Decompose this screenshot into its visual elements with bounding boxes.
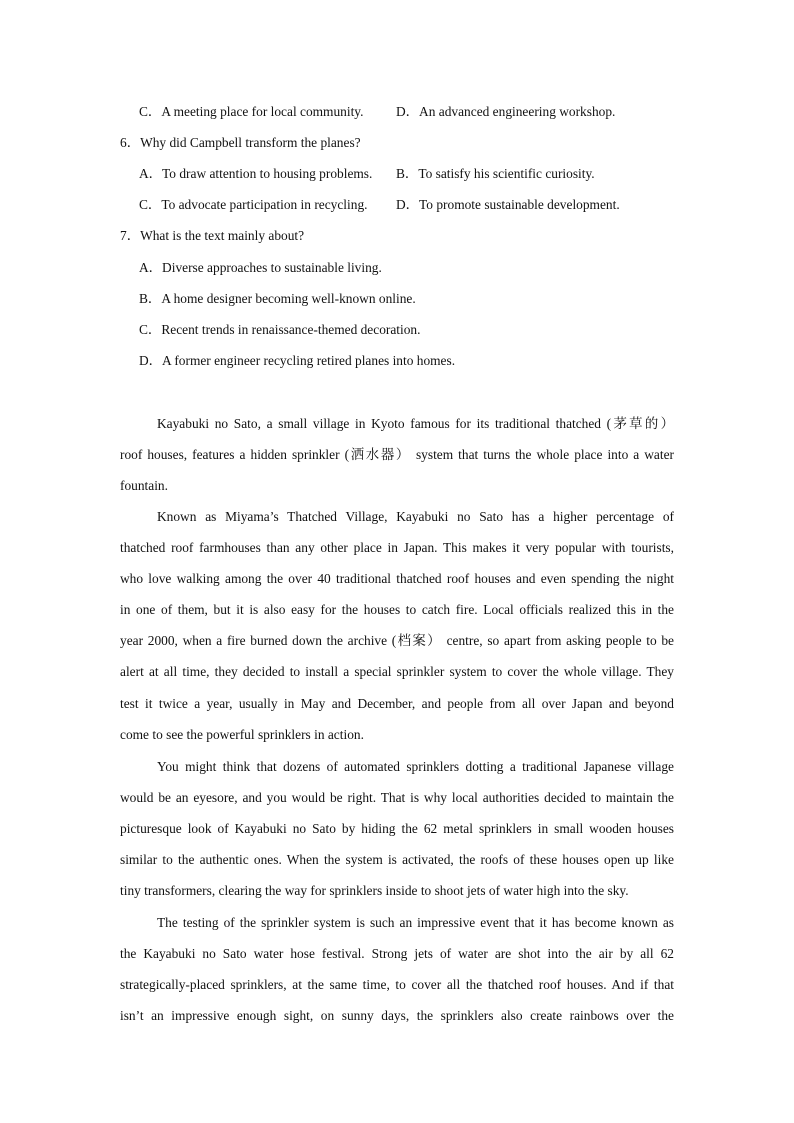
passage-paragraph-1 xyxy=(120,416,674,509)
q6-option-c: C．To advocate participation in recycling. xyxy=(139,197,368,212)
text-line: who love walking among the over 40 traditional thatched roof houses and even spending the night xyxy=(120,571,674,587)
text-line: strategically-placed sprinklers, at the same time, to cover all the thatched roof houses. And if that xyxy=(120,977,674,993)
text-line: roof houses, features a hidden sprinkler (洒水器） system that turns the whole place into a water xyxy=(120,447,674,463)
text-line: alert at all time, they decided to install a special sprinkler system to cover the whole village. They xyxy=(120,664,674,680)
text-line: isn’t an impressive enough sight, on sunny days, the sprinklers also create rainbows over the xyxy=(120,1008,674,1024)
text-line: tiny transformers, clearing the way for sprinklers inside to shoot jets of water high into the sky. xyxy=(120,883,629,899)
text-line: similar to the authentic ones. When the system is activated, the roofs of these houses open up like xyxy=(120,852,674,868)
text-line: year 2000, when a fire burned down the archive (档案） centre, so apart from asking people to be xyxy=(120,633,674,649)
text-line: thatched roof farmhouses than any other place in Japan. This makes it very popular with tourists, xyxy=(120,540,674,556)
text-line: You might think that dozens of automated sprinklers dotting a traditional Japanese village xyxy=(157,759,674,774)
q7-option-c: C．Recent trends in renaissance-themed decoration. xyxy=(139,322,421,337)
text-line: fountain. xyxy=(120,478,168,494)
q7-option-a: A．Diverse approaches to sustainable living. xyxy=(139,260,382,275)
q7-option-b: B．A home designer becoming well-known online. xyxy=(139,291,416,306)
text-line: The testing of the sprinkler system is such an impressive event that it has become known as xyxy=(157,915,674,930)
text-line: Known as Miyama’s Thatched Village, Kayabuki no Sato has a higher percentage of xyxy=(157,509,674,524)
text-line: Kayabuki no Sato, a small village in Kyoto famous for its traditional thatched (茅草的） xyxy=(157,416,674,431)
q6-option-d: D．To promote sustainable development. xyxy=(396,197,620,212)
q6-stem: 6．Why did Campbell transform the planes? xyxy=(120,135,361,150)
text-line: the Kayabuki no Sato water hose festival. Strong jets of water are shot into the air by all 62 xyxy=(120,946,674,962)
text-line: would be an eyesore, and you would be right. That is why local authorities decided to maintain the xyxy=(120,790,674,806)
q6-option-b: B．To satisfy his scientific curiosity. xyxy=(396,166,595,181)
text-line: come to see the powerful sprinklers in action. xyxy=(120,726,364,742)
q5-option-c: C．A meeting place for local community. xyxy=(139,104,364,119)
q7-stem: 7．What is the text mainly about? xyxy=(120,228,305,243)
text-line: test it twice a year, usually in May and December, and people from all over Japan and beyond xyxy=(120,695,674,711)
text-line: in one of them, but it is also easy for the houses to catch fire. Local officials realized this in the xyxy=(120,602,674,618)
passage-paragraph-3 xyxy=(120,759,674,914)
passage-paragraph-4 xyxy=(120,915,674,1039)
q6-option-a: A．To draw attention to housing problems. xyxy=(139,166,373,181)
passage-paragraph-2 xyxy=(120,509,674,758)
q5-option-d: D．An advanced engineering workshop. xyxy=(396,104,616,119)
text-line: picturesque look of Kayabuki no Sato by hiding the 62 metal sprinklers in small wooden houses xyxy=(120,821,674,837)
q7-option-d: D．A former engineer recycling retired planes into homes. xyxy=(139,353,456,368)
